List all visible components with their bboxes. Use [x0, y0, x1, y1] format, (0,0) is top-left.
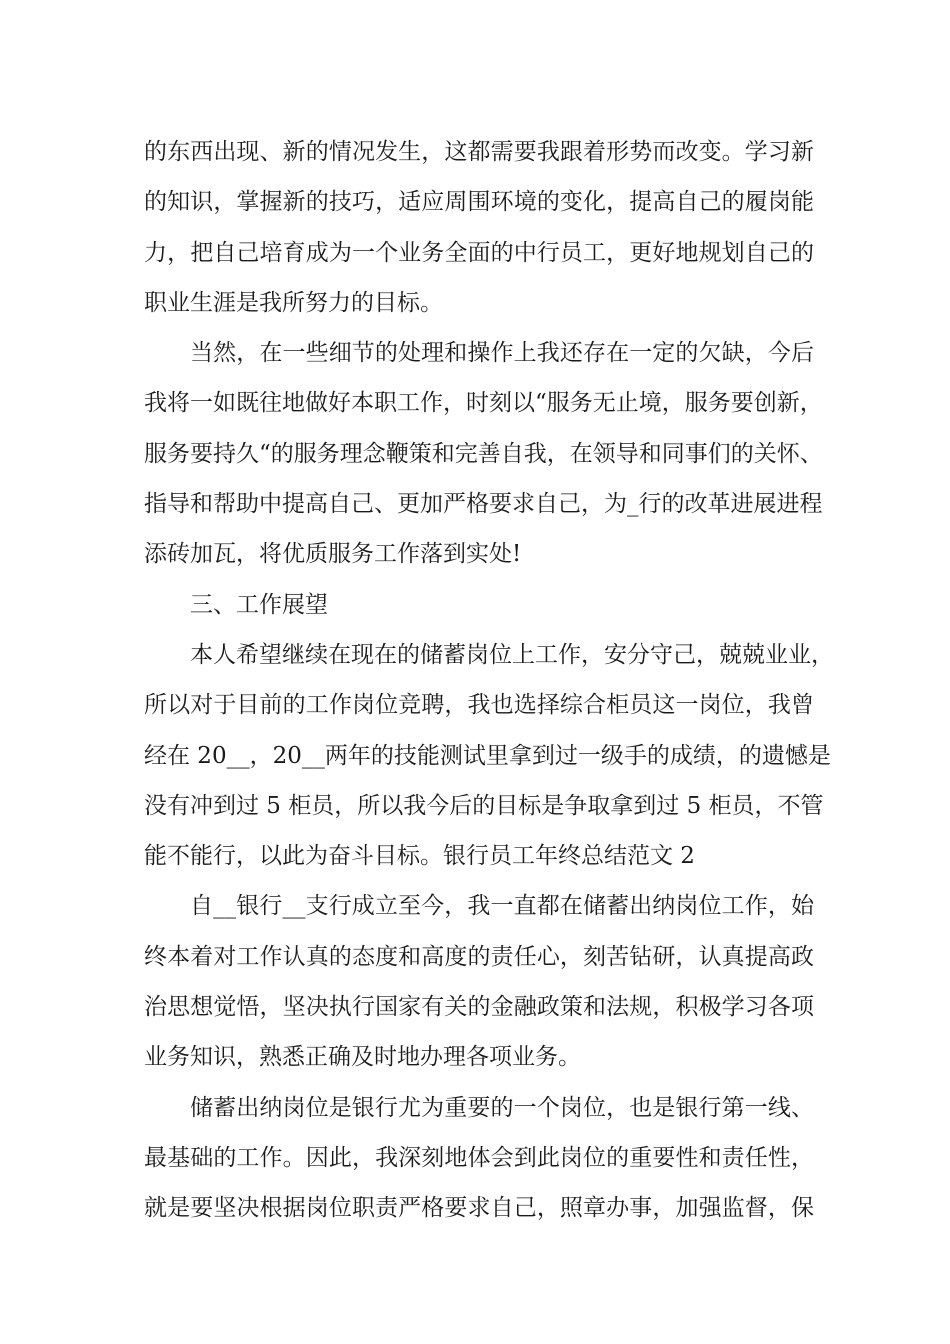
text-line: 我将一如既往地做好本职工作，时刻以“服务无止境，服务要创新， — [144, 390, 823, 417]
text-line: 治思想觉悟，坚决执行国家有关的金融政策和法规，积极学习各项 — [144, 994, 814, 1021]
text-line: 本人希望继续在现在的储蓄岗位上工作，安分守己，兢兢业业， — [190, 641, 834, 668]
text-line: 当然，在一些细节的处理和操作上我还存在一定的欠缺，今后 — [190, 340, 814, 367]
section-heading: 三、工作展望 — [190, 591, 328, 618]
text-line: 的东西出现、新的情况发生，这都需要我跟着形势而改变。学习新 — [144, 139, 814, 165]
text-line: 指导和帮助中提高自己、更加严格要求自己，为_行的改革进展进程 — [144, 491, 823, 518]
text-line: 终本着对工作认真的态度和高度的责任心，刻苦钻研，认真提高政 — [144, 943, 814, 970]
text-line: 没有冲到过 5 柜员，所以我今后的目标是争取拿到过 5 柜员，不管 — [144, 792, 824, 819]
text-line: 经在 20__，20__两年的技能测试里拿到过一级手的成绩，的遗憾是 — [144, 742, 831, 769]
text-line: 自__银行__支行成立至今，我一直都在储蓄出纳岗位工作，始 — [190, 893, 814, 920]
text-line: 业务知识，熟悉正确及时地办理各项业务。 — [144, 1044, 581, 1071]
text-line: 最基础的工作。因此，我深刻地体会到此岗位的重要性和责任性， — [144, 1144, 814, 1171]
text-line: 添砖加瓦，将优质服务工作落到实处! — [144, 541, 522, 568]
document-body — [144, 127, 834, 1234]
text-line: 职业生涯是我所努力的目标。 — [144, 289, 443, 316]
text-line: 力，把自己培育成为一个业务全面的中行员工，更好地规划自己的 — [144, 239, 814, 266]
text-line: 的知识，掌握新的技巧，适应周围环境的变化，提高自己的履岗能 — [144, 189, 814, 216]
text-line: 储蓄出纳岗位是银行尤为重要的一个岗位，也是银行第一线、 — [190, 1094, 814, 1121]
text-line: 能不能行，以此为奋斗目标。银行员工年终总结范文 2 — [144, 843, 695, 870]
text-line: 就是要坚决根据岗位职责严格要求自己，照章办事，加强监督，保 — [144, 1195, 814, 1222]
text-line: 服务要持久“的服务理念鞭策和完善自我，在领导和同事们的关怀、 — [144, 440, 823, 467]
text-line: 所以对于目前的工作岗位竞聘，我也选择综合柜员这一岗位，我曾 — [144, 692, 814, 719]
